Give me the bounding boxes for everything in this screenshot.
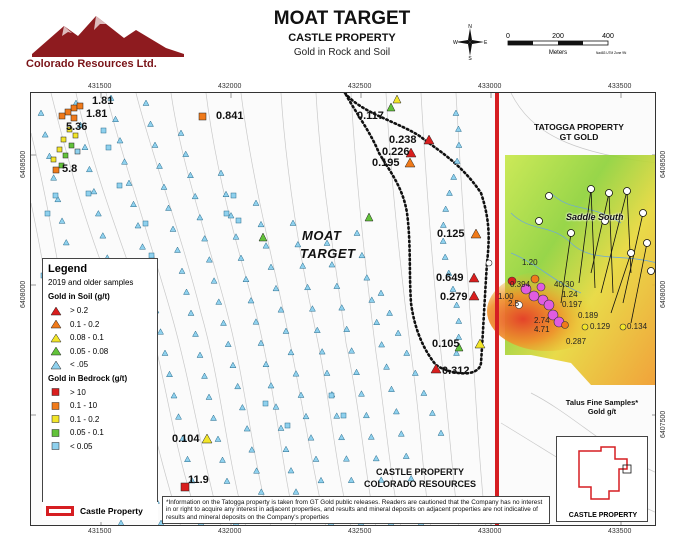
talus-value: 4.71 — [534, 325, 550, 334]
scale-unit: Meters — [548, 50, 568, 56]
soil-sample — [183, 151, 189, 157]
soil-sample — [118, 520, 124, 526]
talus-value: 0.287 — [566, 337, 587, 346]
tatogga-operator: GT GOLD — [559, 132, 599, 142]
castle-property-label — [355, 466, 485, 490]
soil-sample — [305, 284, 311, 290]
tatogga-property-label — [524, 122, 634, 142]
legend-title: Legend — [48, 263, 88, 275]
value-label: 0.312 — [442, 365, 470, 377]
legend-row-rock-4 — [48, 440, 152, 454]
soil-samples-highlight — [202, 95, 485, 443]
legend-row-label: 0.1 - 10 — [70, 401, 98, 411]
value-label: 0.841 — [216, 110, 244, 122]
value-label: 0.279 — [440, 291, 468, 303]
northing-label-2: 6408000 — [20, 280, 27, 308]
soil-sample — [440, 222, 446, 228]
soil-sample — [379, 342, 385, 348]
legend-row-label: 0.08 - 0.1 — [70, 333, 104, 343]
legend-row-rock-1 — [48, 399, 152, 413]
soil-sample — [343, 456, 349, 462]
value-label: 0.117 — [357, 110, 384, 122]
square-icon — [48, 428, 64, 438]
legend-soil-title: Gold in Soil (g/t) — [48, 292, 110, 301]
value-label: 0.226 — [382, 146, 410, 158]
soil-sample-0.649 — [469, 273, 479, 282]
talus-legend-label — [556, 398, 648, 416]
easting-label-bottom-5: 433500 — [608, 528, 632, 535]
soil-sample — [140, 244, 146, 250]
legend-soil-list — [48, 304, 152, 372]
easting-label-bottom-1: 431500 — [88, 528, 112, 535]
value-label: 5.36 — [66, 121, 88, 133]
legend-rock-title: Gold in Bedrock (g/t) — [48, 373, 128, 383]
soil-sample — [456, 142, 462, 148]
scale-label-200: 200 — [552, 33, 564, 40]
legend-row-label: < .05 — [70, 360, 89, 370]
talus-value: 1.20 — [522, 258, 538, 267]
soil-sample — [184, 289, 190, 295]
soil-sample — [329, 262, 335, 268]
soil-sample — [446, 190, 452, 196]
soil-sample — [143, 100, 149, 106]
soil-sample — [86, 166, 92, 172]
value-label: 0.125 — [437, 228, 465, 240]
soil-sample — [324, 370, 330, 376]
soil-sample — [288, 349, 294, 355]
value-label: 1.81 — [92, 95, 114, 107]
soil-sample — [393, 408, 399, 414]
soil-sample — [192, 193, 198, 199]
scale-projection: Nad83 UTM Zone 9N — [596, 51, 627, 55]
soil-sample — [148, 121, 154, 127]
northing-label-1: 6408500 — [20, 150, 27, 178]
soil-sample — [258, 489, 264, 495]
soil-sample — [162, 350, 168, 356]
northing-label-right-1: 6408500 — [660, 150, 667, 178]
legend-row-label: 0.05 - 0.1 — [70, 428, 104, 438]
soil-sample — [230, 362, 236, 368]
square-icon — [48, 387, 64, 397]
castle-property-swatch — [46, 506, 74, 516]
soil-sample — [373, 455, 379, 461]
soil-sample — [91, 188, 97, 194]
compass-s: S — [468, 56, 472, 60]
castle-property-key-label: Castle Property — [80, 506, 143, 516]
value-label: 1.81 — [86, 108, 108, 120]
talus-value: 0.197 — [562, 300, 583, 309]
soil-sample — [278, 425, 284, 431]
soil-sample — [82, 144, 88, 150]
talus-unit: Gold g/t — [587, 407, 617, 416]
soil-sample — [211, 278, 217, 284]
legend-row-label: < 0.05 — [70, 441, 93, 451]
triangle-icon — [48, 360, 64, 370]
rock-sample-5.8 — [53, 167, 59, 173]
soil-sample-0.104 — [202, 434, 212, 443]
soil-sample — [122, 159, 128, 165]
soil-sample — [206, 394, 212, 400]
soil-sample — [220, 457, 226, 463]
soil-sample — [235, 383, 241, 389]
moat-label-1: MOAT — [302, 228, 342, 243]
soil-sample — [202, 236, 208, 242]
soil-sample — [456, 318, 462, 324]
legend-row-label: 0.05 - 0.08 — [70, 346, 109, 356]
soil-sample — [273, 404, 279, 410]
soil-sample — [344, 326, 350, 332]
soil-sample — [152, 142, 158, 148]
easting-label-bottom-3: 432500 — [348, 528, 372, 535]
soil-sample-0.279 — [469, 291, 479, 300]
soil-sample — [176, 414, 182, 420]
triangle-icon — [48, 319, 64, 329]
easting-label-2: 432000 — [218, 83, 242, 90]
soil-sample — [258, 221, 264, 227]
soil-sample — [197, 352, 203, 358]
value-label: 11.9 — [188, 474, 209, 486]
rock-sample-0.841 — [199, 113, 206, 120]
legend-row-rock-3 — [48, 426, 152, 440]
soil-sample — [334, 283, 340, 289]
easting-label-5: 433500 — [608, 83, 632, 90]
northing-label-right-2: 6408000 — [660, 280, 667, 308]
soil-sample — [38, 110, 44, 116]
soil-sample — [403, 453, 409, 459]
square-icon — [48, 414, 64, 424]
triangle-icon — [48, 306, 64, 316]
soil-sample — [193, 331, 199, 337]
soil-sample — [359, 252, 365, 257]
soil-sample — [171, 393, 177, 399]
soil-sample — [158, 329, 164, 335]
soil-sample — [211, 415, 217, 421]
castle-name: CASTLE PROPERTY — [375, 467, 464, 477]
map-subtitle: CASTLE PROPERTY — [288, 32, 396, 44]
compass-rose-icon — [452, 24, 488, 60]
moat-label-2: TARGET — [300, 246, 356, 261]
soil-sample — [387, 310, 393, 316]
soil-sample — [263, 243, 269, 249]
scale-label-0: 0 — [506, 33, 510, 40]
soil-sample — [451, 174, 457, 180]
rock-sample-1.81-a — [71, 105, 77, 111]
soil-sample — [354, 230, 360, 236]
value-label: 5.8 — [62, 163, 78, 175]
soil-sample — [185, 456, 191, 462]
legend — [42, 258, 158, 520]
soil-sample — [59, 218, 65, 223]
soil-sample — [293, 489, 299, 495]
soil-sample — [131, 201, 137, 207]
soil-sample — [398, 431, 404, 437]
legend-row-label: > 10 — [70, 387, 86, 397]
soil-sample — [197, 214, 203, 220]
soil-sample — [358, 391, 364, 397]
legend-row-label: 0.1 - 0.2 — [70, 414, 100, 424]
logo-text: Colorado Resources Ltd. — [26, 58, 157, 70]
value-label: 0.105 — [432, 338, 460, 350]
soil-sample — [404, 350, 410, 356]
talus-value: 40.30 — [554, 280, 575, 289]
soil-sample — [453, 110, 459, 116]
square-icon — [48, 441, 64, 451]
soil-sample — [113, 116, 119, 122]
soil-sample — [455, 126, 461, 132]
soil-sample — [188, 310, 194, 316]
moat-target-outline — [345, 93, 489, 373]
soil-sample — [300, 263, 306, 269]
inset-map-svg — [557, 437, 649, 523]
soil-sample — [135, 223, 141, 229]
soil-sample — [288, 468, 294, 474]
soil-sample — [308, 435, 314, 441]
northing-label-right-3: 6407500 — [660, 410, 667, 438]
value-label: 0.104 — [172, 433, 200, 445]
soil-sample — [233, 234, 239, 240]
soil-sample — [170, 226, 176, 232]
legend-row-soil-4 — [48, 358, 152, 372]
soil-sample — [334, 413, 340, 419]
easting-label-bottom-4: 433000 — [478, 528, 502, 535]
legend-row-soil-1 — [48, 318, 152, 332]
soil-sample — [216, 299, 222, 305]
soil-sample — [202, 373, 208, 379]
value-label: 0.195 — [372, 157, 400, 169]
talus-value: 2.74 — [534, 316, 550, 325]
soil-sample — [283, 446, 289, 452]
soil-sample — [363, 412, 369, 418]
inset-map — [556, 436, 648, 522]
map-title: MOAT TARGET — [273, 8, 411, 29]
soil-sample — [175, 247, 181, 253]
legend-row-label: > 0.2 — [70, 306, 89, 316]
disclaimer: *Information on the Tatogga property is taken from GT Gold public releases. Readers are cautioned that the Company has no interest in or right to acquire any interest in adjacent properties, and results and mineral deposits on adjacent properties are not indicative of results and mineral deposits on the Company's properties — [162, 496, 550, 524]
soil-sample — [298, 392, 304, 398]
talus-value: 1.24 — [562, 290, 578, 299]
soil-sample — [454, 158, 460, 164]
saddle-south-label: Saddle South — [566, 212, 624, 222]
soil-sample — [178, 130, 184, 136]
legend-row-soil-2 — [48, 331, 152, 345]
soil-sample — [253, 200, 259, 206]
compass-w: W — [453, 40, 458, 46]
inset-label: CASTLE PROPERTY — [568, 512, 638, 519]
soil-sample — [161, 184, 167, 190]
soil-sample — [364, 275, 370, 281]
soil-sample — [215, 436, 221, 442]
soil-sample — [42, 132, 48, 138]
legend-castle-property — [42, 502, 158, 520]
castle-owner: COLORADO RESOURCES — [363, 479, 476, 489]
soil-sample — [243, 276, 249, 282]
easting-label-bottom-2: 432000 — [218, 528, 242, 535]
soil-sample — [238, 255, 244, 261]
talus-value: 0.189 — [578, 311, 599, 320]
talus-title: Talus Fine Samples* — [565, 398, 639, 407]
soil-sample — [224, 478, 230, 484]
soil-sample — [225, 341, 231, 347]
soil-sample — [318, 477, 324, 483]
soil-sample — [95, 211, 101, 217]
legend-row-soil-0 — [48, 304, 152, 318]
scale-label-400: 400 — [602, 33, 614, 40]
scale-bar — [504, 30, 630, 62]
soil-sample — [283, 328, 289, 334]
map-subtitle-2: Gold in Rock and Soil — [293, 47, 391, 58]
soil-sample — [263, 361, 269, 367]
soil-sample — [378, 290, 384, 296]
legend-row-rock-0 — [48, 386, 152, 400]
legend-subtitle: 2019 and older samples — [48, 278, 134, 287]
easting-label-4: 433000 — [478, 83, 502, 90]
talus-value: 1.00 — [498, 292, 514, 301]
header — [0, 0, 680, 86]
soil-sample — [429, 410, 435, 416]
legend-rock-list — [48, 386, 152, 454]
compass-e: E — [484, 40, 488, 46]
square-icon — [48, 401, 64, 411]
soil-sample — [368, 434, 374, 440]
soil-sample — [293, 371, 299, 377]
talus-value: 2.5 — [508, 299, 520, 308]
soil-sample-0.195 — [405, 158, 415, 167]
tatogga-name: TATOGGA PROPERTY — [534, 122, 624, 132]
soil-sample — [248, 298, 254, 304]
soil-sample — [319, 349, 325, 355]
soil-sample — [348, 477, 354, 483]
soil-sample-0.117 — [393, 95, 401, 103]
soil-sample — [421, 390, 427, 396]
soil-sample — [63, 239, 69, 245]
soil-sample — [239, 404, 245, 410]
soil-sample — [438, 430, 444, 436]
soil-sample-0.125 — [471, 229, 481, 238]
soil-sample — [167, 371, 173, 377]
soil-sample — [254, 468, 260, 474]
legend-row-rock-2 — [48, 413, 152, 427]
talus-value: 0.394 — [510, 280, 531, 289]
soil-sample — [442, 254, 448, 260]
soil-sample — [313, 456, 319, 462]
value-label: 0.238 — [389, 134, 417, 146]
soil-sample — [374, 319, 380, 325]
legend-row-soil-3 — [48, 345, 152, 359]
triangle-icon — [48, 333, 64, 343]
soil-sample — [268, 383, 274, 389]
soil-sample — [244, 426, 250, 432]
legend-row-label: 0.1 - 0.2 — [70, 319, 100, 329]
value-label: 0.649 — [436, 272, 464, 284]
soil-sample — [117, 138, 123, 144]
soil-sample — [349, 348, 355, 354]
compass-n: N — [468, 24, 472, 30]
soil-sample — [339, 434, 345, 440]
talus-value: 0.134 — [627, 322, 648, 331]
soil-sample — [221, 320, 227, 326]
soil-sample — [51, 175, 57, 181]
soil-sample — [100, 233, 106, 239]
soil-sample — [395, 330, 401, 336]
easting-label-3: 432500 — [348, 83, 372, 90]
triangle-icon — [48, 346, 64, 356]
soil-sample — [384, 364, 390, 370]
soil-sample — [179, 268, 185, 274]
soil-sample — [388, 386, 394, 392]
soil-sample — [443, 206, 449, 212]
easting-label-1: 431500 — [88, 83, 112, 90]
talus-value: 0.129 — [590, 322, 611, 331]
soil-sample — [339, 305, 345, 311]
soil-sample — [354, 369, 360, 375]
